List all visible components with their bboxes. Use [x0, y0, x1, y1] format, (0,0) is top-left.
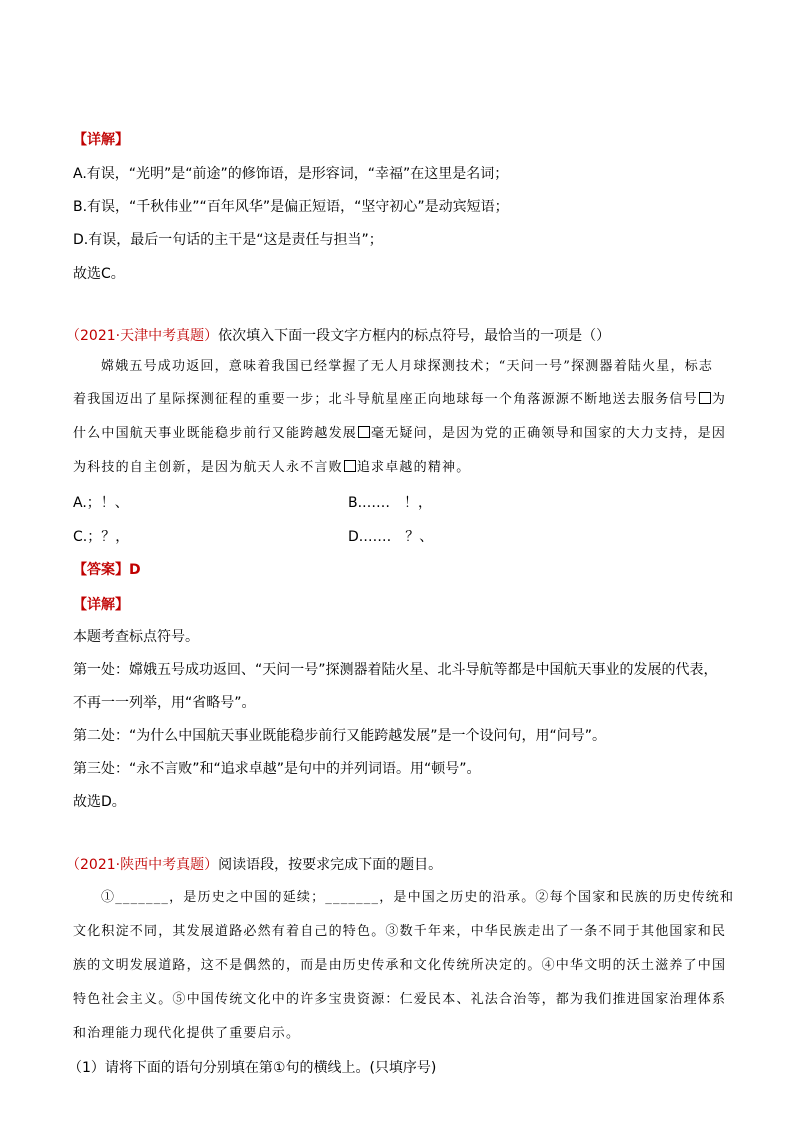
- option-c: C.；？，: [73, 529, 130, 545]
- question-source: （2021·陕西中考真题）: [66, 857, 219, 873]
- passage-line: 嫦娥五号成功返回，意味着我国已经掌握了无人月球探测技术；“天问一号”探测器着陆火星，标志: [101, 359, 714, 374]
- question-header: [66, 326, 610, 346]
- detail-line: 故选C。: [73, 266, 125, 282]
- passage-text: 追求卓越的精神。: [356, 460, 471, 475]
- passage-text: 着我国迈出了星际探测征程的重要一步；北斗导航星座正向地球每一个角落源源不断地送去服务信号: [73, 392, 698, 407]
- passage-line: 文化积淀不同，其发展道路必然有着自己的特色。③数千年来，中华民族走出了一条不同于其他国家和民: [73, 924, 727, 939]
- passage-line: ①_______，是历史之中国的延续；_______，是中国之历史的沿承。②每个国家和民族的历史传统和: [101, 890, 735, 905]
- passage-line: 族的文明发展道路，这不是偶然的，而是由历史传承和文化传统所决定的。④中华文明的沃土滋养了中国: [73, 958, 727, 973]
- option-a: A.；！、: [73, 495, 129, 511]
- detail-line: 第三处：“永不言败”和“追求卓越”是句中的并列词语。用“顿号”。: [73, 761, 481, 777]
- blank-box-3: [344, 460, 356, 472]
- detail-line: 故选D。: [73, 794, 126, 810]
- option-b: B.…… ！，: [348, 495, 433, 511]
- passage-line: [73, 390, 726, 410]
- detail-line: 不再一一列举，用“省略号”。: [73, 695, 256, 711]
- detail-line: B.有误，“千秋伟业”“百年风华”是偏正短语，“坚守初心”是动宾短语；: [73, 199, 509, 215]
- option-d: D.…… ？、: [348, 529, 434, 545]
- detail-heading: 【详解】: [73, 132, 129, 148]
- passage-text: 什么中国航天事业既能稳步前行又能跨越发展: [73, 426, 358, 441]
- blank-box-2: [358, 426, 370, 438]
- detail-line: A.有误，“光明”是“前途”的修饰语，是形容词，“幸福”在这里是名词；: [73, 166, 509, 182]
- question-stem: 阅读语段，按要求完成下面的题目。: [218, 857, 443, 873]
- blank-box-1: [699, 392, 711, 404]
- detail-line: 第二处：“为什么中国航天事业既能稳步前行又能跨越发展”是一个设问句，用“问号”。: [73, 728, 607, 744]
- detail-line: 本题考查标点符号。: [73, 629, 199, 645]
- passage-line: 特色社会主义。⑤中国传统文化中的许多宝贵资源：仁爱民本、礼法合治等，都为我们推进国家治理体系: [73, 992, 727, 1007]
- passage-line: [73, 458, 470, 478]
- answer-label: 【答案】: [73, 562, 129, 578]
- passage-line: 和治理能力现代化提供了重要启示。: [73, 1026, 301, 1041]
- question-header: [66, 855, 442, 875]
- passage-text: 为: [711, 392, 727, 407]
- question-stem: 依次填入下面一段文字方框内的标点符号，最恰当的一项是（）: [218, 328, 611, 344]
- passage-text: 毫无疑问，是因为党的正确领导和国家的大力支持，是因: [371, 426, 727, 441]
- answer-value: D: [129, 562, 141, 578]
- passage-text: 为科技的自主创新，是因为航天人永不言败: [73, 460, 343, 475]
- question-source: （2021·天津中考真题）: [66, 328, 219, 344]
- detail-heading: 【详解】: [73, 597, 129, 613]
- sub-question: （1）请将下面的语句分别填在第①句的横线上。(只填序号): [68, 1060, 437, 1076]
- answer: [73, 560, 141, 580]
- passage-line: [73, 424, 726, 444]
- detail-line: D.有误，最后一句话的主干是“这是责任与担当”；: [73, 232, 383, 248]
- detail-line: 第一处：嫦娥五号成功返回、“天问一号”探测器着陆火星、北斗导航等都是中国航天事业的发展的代表，: [73, 662, 718, 678]
